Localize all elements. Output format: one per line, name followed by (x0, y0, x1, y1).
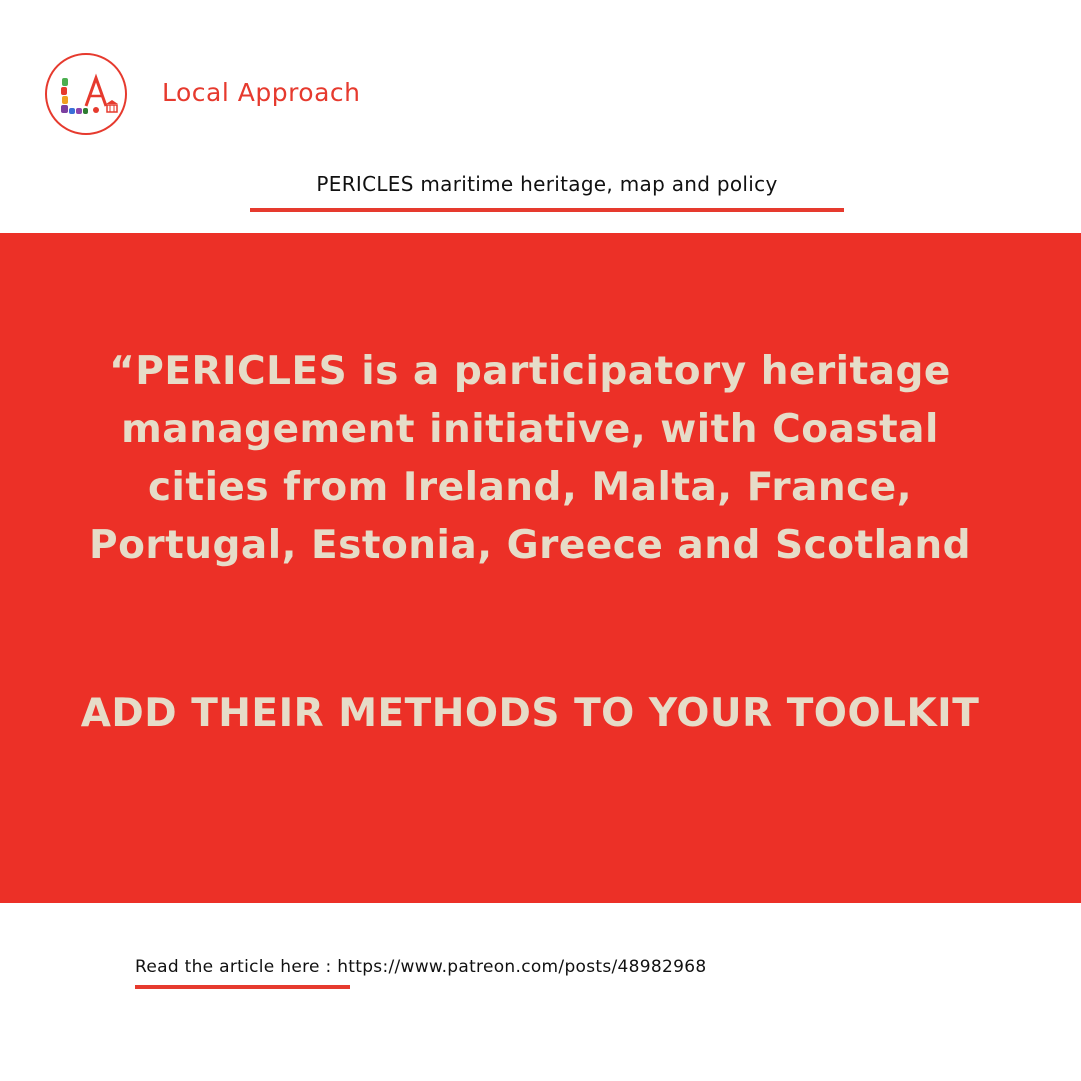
page-subtitle: PERICLES maritime heritage, map and policy (316, 172, 778, 196)
quote-text: “PERICLES is a participatory heritage management initiative, with Coastal cities from Ireland, Malta, France, Portugal, Estonia, Greece and Scotland (88, 349, 972, 568)
brand-name: Local Approach (162, 78, 361, 107)
call-to-action: ADD THEIR METHODS TO YOUR TOOLKIT (80, 691, 980, 736)
local-approach-logo-icon (44, 52, 128, 136)
subtitle-underline (250, 208, 844, 212)
footer-underline (135, 985, 350, 989)
article-link[interactable]: Read the article here : https://www.patreon.com/posts/48982968 (135, 957, 707, 977)
quote-panel (0, 233, 1081, 903)
